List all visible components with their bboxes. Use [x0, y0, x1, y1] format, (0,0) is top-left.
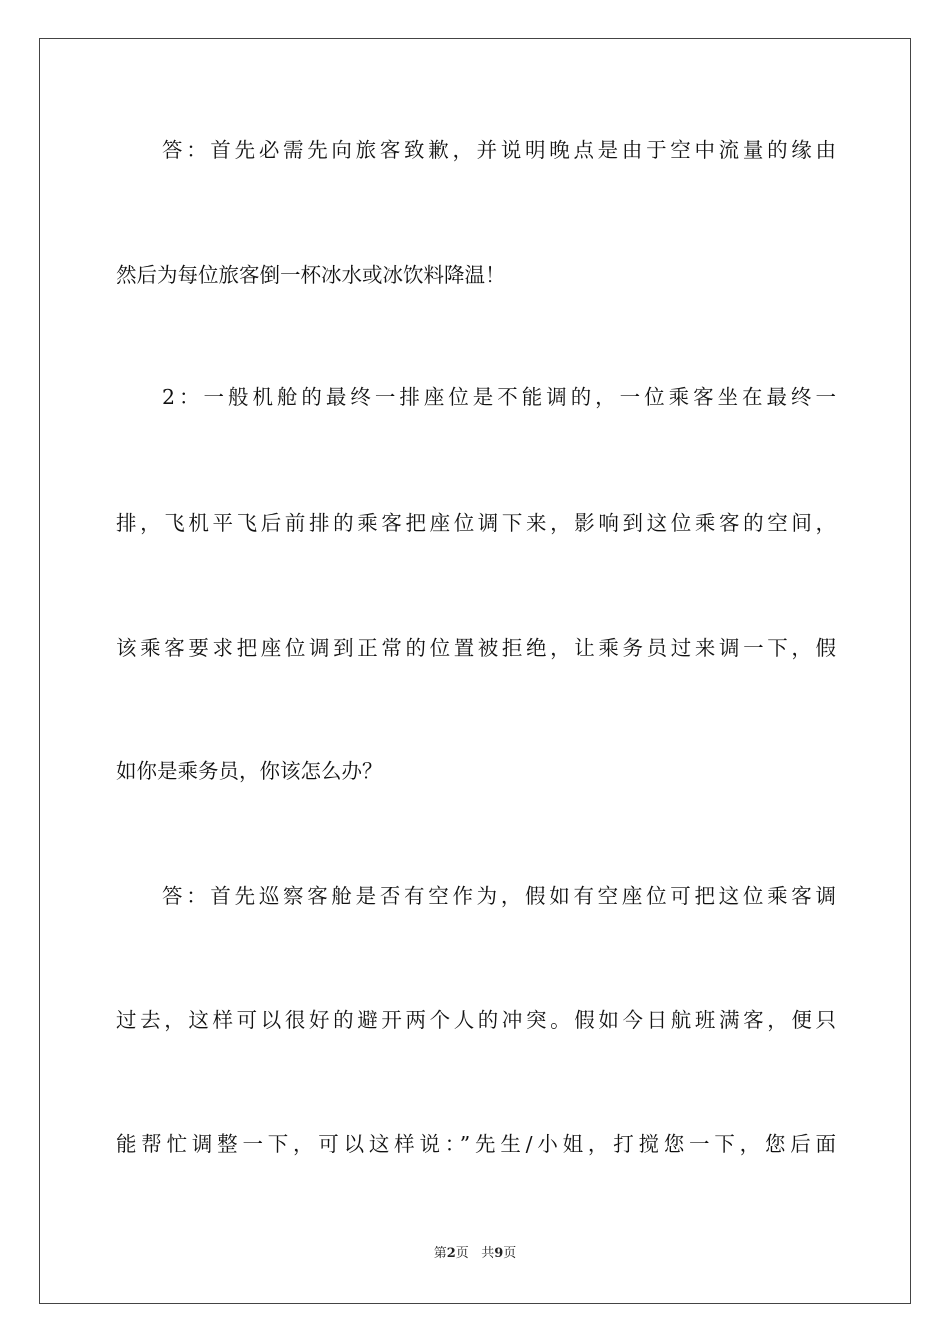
- paragraph-line: 然后为每位旅客倒一杯冰水或冰饮料降温！: [116, 263, 506, 287]
- total-suffix: 页: [503, 1246, 517, 1261]
- paragraph-line: 该乘客要求把座位调到正常的位置被拒绝，让乘务员过来调一下，假: [116, 636, 836, 660]
- paragraph-line: 过去，这样可以很好的避开两个人的冲突。假如今日航班满客，便只: [116, 1008, 836, 1032]
- paragraph-line: 如你是乘务员，你该怎么办？: [116, 759, 383, 783]
- page-border: [39, 38, 911, 1304]
- page-current: 2: [446, 1246, 456, 1261]
- total-prefix: 共: [481, 1246, 495, 1261]
- page-suffix: 页: [455, 1246, 469, 1261]
- page-prefix: 第: [433, 1246, 447, 1261]
- paragraph-line: 能帮忙调整一下，可以这样说：”先生/小姐，打搅您一下，您后面: [116, 1132, 836, 1156]
- paragraph-line: 排，飞机平飞后前排的乘客把座位调下来，影响到这位乘客的空间，: [116, 511, 836, 535]
- paragraph-line: 答：首先巡察客舱是否有空作为，假如有空座位可把这位乘客调: [162, 884, 836, 908]
- paragraph-line: 答：首先必需先向旅客致歉，并说明晚点是由于空中流量的缘由: [162, 138, 836, 162]
- page-total: 9: [494, 1246, 504, 1261]
- page-footer: [0, 1244, 950, 1264]
- paragraph-line: 2：一般机舱的最终一排座位是不能调的，一位乘客坐在最终一: [162, 385, 836, 409]
